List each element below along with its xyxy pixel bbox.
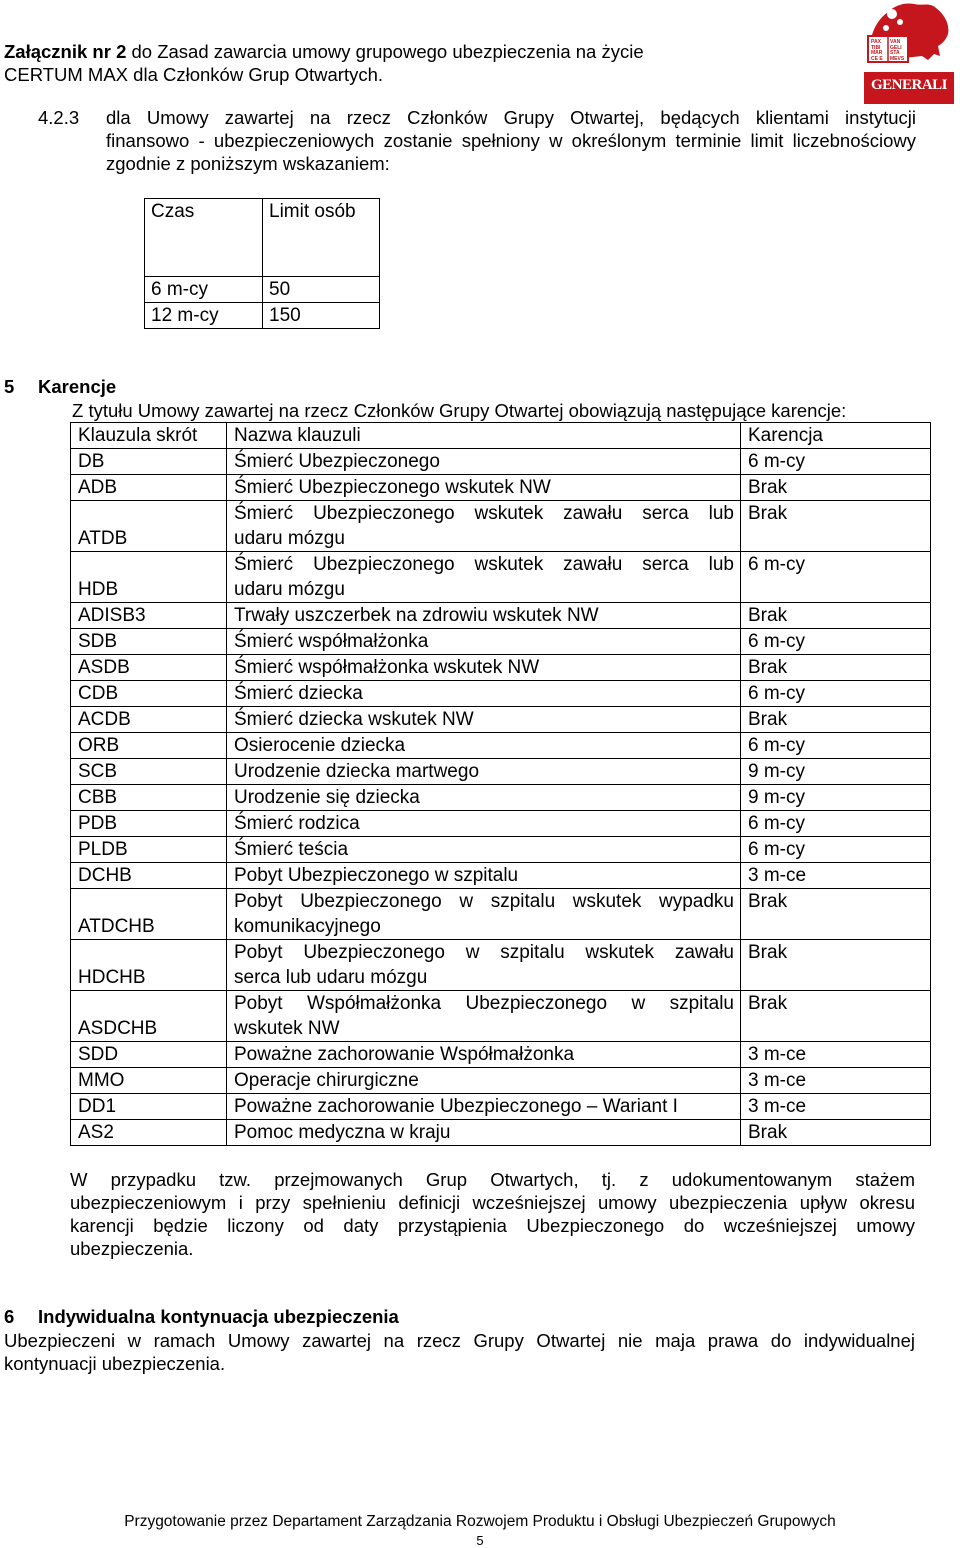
clause-name-cell: Osierocenie dziecka xyxy=(227,733,741,759)
table-row xyxy=(71,681,931,707)
karencja-cell: 6 m-cy xyxy=(741,733,931,759)
karencja-cell: Brak xyxy=(741,475,931,501)
note-line-1: W przypadku tzw. przejmowanych Grup Otwartych, tj. z udokumentowanym stażem xyxy=(70,1169,915,1190)
document-header xyxy=(4,40,644,86)
clause-code-cell: SCB xyxy=(71,759,227,785)
clause-name-cell xyxy=(227,889,741,940)
clause-code-cell: ASDCHB xyxy=(71,991,227,1042)
clause-name-cell xyxy=(227,991,741,1042)
section-423-number: 4.2.3 xyxy=(38,107,80,128)
clause-name-line-1: Śmierć Ubezpieczonego wskutek zawału serca lub xyxy=(234,554,734,575)
table-row xyxy=(71,1120,931,1146)
clause-code-cell: HDCHB xyxy=(71,940,227,991)
czas-cell: 12 m-cy xyxy=(145,303,263,329)
clause-code-cell: PDB xyxy=(71,811,227,837)
karencja-cell: Brak xyxy=(741,501,931,552)
clause-name-cell xyxy=(227,940,741,991)
karencja-cell: 6 m-cy xyxy=(741,629,931,655)
clause-name-cell: Śmierć współmałżonka wskutek NW xyxy=(227,655,741,681)
clause-name-cell: Urodzenie się dziecka xyxy=(227,785,741,811)
clause-name-line-1: Pobyt Ubezpieczonego w szpitalu wskutek wypadku xyxy=(234,891,734,912)
limit-cell: 150 xyxy=(263,303,380,329)
clause-code-cell: MMO xyxy=(71,1068,227,1094)
clause-name-line-2: udaru mózgu xyxy=(234,579,345,600)
table-row xyxy=(145,303,380,329)
section-6-line-2: kontynuacji ubezpieczenia. xyxy=(4,1353,226,1374)
karencja-cell: Brak xyxy=(741,655,931,681)
table-row xyxy=(71,863,931,889)
clause-name-line-2: serca lub udaru mózgu xyxy=(234,967,428,988)
header-line-2: CERTUM MAX dla Członków Grup Otwartych. xyxy=(4,64,384,85)
section-423-line-2: finansowo - ubezpieczeniowych zostanie spełniony w określonym terminie limit liczebnościowy xyxy=(106,130,916,151)
karencja-cell: 9 m-cy xyxy=(741,785,931,811)
karencja-cell: Brak xyxy=(741,603,931,629)
karencja-cell: 6 m-cy xyxy=(741,552,931,603)
clause-name-cell: Śmierć Ubezpieczonego xyxy=(227,449,741,475)
czas-cell: 6 m-cy xyxy=(145,277,263,303)
karencja-cell: Brak xyxy=(741,991,931,1042)
table-row xyxy=(71,733,931,759)
book-left-text: PAX TIBI MAR CE E xyxy=(871,39,883,62)
clause-name-cell: Śmierć Ubezpieczonego wskutek NW xyxy=(227,475,741,501)
clause-code-cell: ATDB xyxy=(71,501,227,552)
clause-code-cell: HDB xyxy=(71,552,227,603)
limit-table xyxy=(144,198,380,329)
header-line-1: Załącznik nr 2 do Zasad zawarcia umowy grupowego ubezpieczenia na życie xyxy=(4,41,644,62)
clause-name-line-2: komunikacyjnego xyxy=(234,916,381,937)
karencja-cell: Brak xyxy=(741,889,931,940)
limit-cell: 50 xyxy=(263,277,380,303)
attachment-label: Załącznik nr 2 xyxy=(4,41,127,62)
clause-code-cell: CDB xyxy=(71,681,227,707)
clause-name-cell xyxy=(227,501,741,552)
clause-name-cell: Śmierć dziecka xyxy=(227,681,741,707)
clause-code-cell: DD1 xyxy=(71,1094,227,1120)
section-6-number: 6 xyxy=(4,1306,15,1327)
table-row xyxy=(71,475,931,501)
clause-name-cell: Śmierć dziecka wskutek NW xyxy=(227,707,741,733)
karencja-cell: 3 m-ce xyxy=(741,1094,931,1120)
section-6-line-1: Ubezpieczeni w ramach Umowy zawartej na rzecz Grupy Otwartej nie maja prawa do indywidualnej xyxy=(4,1330,915,1351)
header-name: Nazwa klauzuli xyxy=(227,423,741,449)
table-row xyxy=(71,501,931,552)
clause-code-cell: ASDB xyxy=(71,655,227,681)
karencja-cell: 3 m-ce xyxy=(741,863,931,889)
section-423-line-3: zgodnie z poniższym wskazaniem: xyxy=(106,153,390,174)
note-line-4: ubezpieczenia. xyxy=(70,1238,194,1259)
clause-code-cell: ACDB xyxy=(71,707,227,733)
karencja-cell: Brak xyxy=(741,1120,931,1146)
table-row xyxy=(71,1068,931,1094)
page-number: 5 xyxy=(476,1533,484,1548)
section-5-intro: Z tytułu Umowy zawartej na rzecz Członków Grupy Otwartej obowiązują następujące karencje: xyxy=(72,400,847,421)
clause-name-cell: Pobyt Ubezpieczonego w szpitalu xyxy=(227,863,741,889)
note-line-3: karencji będzie liczony od daty przystąpienia Ubezpieczonego do wcześniejszej umowy xyxy=(70,1215,915,1236)
karencja-cell: Brak xyxy=(741,940,931,991)
table-row xyxy=(71,603,931,629)
table-row xyxy=(71,1042,931,1068)
table-row xyxy=(71,889,931,940)
section-5-number: 5 xyxy=(4,376,15,397)
clause-name-cell xyxy=(227,552,741,603)
clause-code-cell: ADISB3 xyxy=(71,603,227,629)
clause-code-cell: DB xyxy=(71,449,227,475)
clause-code-cell: DCHB xyxy=(71,863,227,889)
clause-name-cell: Śmierć współmałżonka xyxy=(227,629,741,655)
table-row xyxy=(71,785,931,811)
table-row xyxy=(71,707,931,733)
table-header-row xyxy=(71,423,931,449)
karencja-cell: 9 m-cy xyxy=(741,759,931,785)
karencja-cell: 3 m-ce xyxy=(741,1042,931,1068)
header-karencja: Karencja xyxy=(741,423,931,449)
clause-name-line-2: wskutek NW xyxy=(234,1018,340,1039)
clause-name-line-2: udaru mózgu xyxy=(234,528,345,549)
book-right-text: VAN GELI STA MEVS xyxy=(890,39,905,62)
section-6-title: Indywidualna kontynuacja ubezpieczenia xyxy=(38,1306,399,1327)
header-czas: Czas xyxy=(145,199,263,277)
clause-name-cell: Urodzenie dziecka martwego xyxy=(227,759,741,785)
generali-logo xyxy=(864,0,954,104)
clause-name-cell: Operacje chirurgiczne xyxy=(227,1068,741,1094)
table-row xyxy=(145,277,380,303)
table-row xyxy=(71,1094,931,1120)
table-row xyxy=(71,655,931,681)
clause-name-cell: Trwały uszczerbek na zdrowiu wskutek NW xyxy=(227,603,741,629)
header-code: Klauzula skrót xyxy=(71,423,227,449)
section-5-title: Karencje xyxy=(38,376,117,397)
clause-name-cell: Poważne zachorowanie Ubezpieczonego – Wariant I xyxy=(227,1094,741,1120)
table-row xyxy=(71,449,931,475)
header-limit: Limit osób xyxy=(263,199,380,277)
clause-name-line-1: Pobyt Ubezpieczonego w szpitalu wskutek zawału xyxy=(234,942,734,963)
clause-code-cell: ADB xyxy=(71,475,227,501)
clause-name-cell: Poważne zachorowanie Współmałżonka xyxy=(227,1042,741,1068)
generali-wordmark: GENERALI xyxy=(870,77,948,93)
clause-code-cell: ORB xyxy=(71,733,227,759)
table-row xyxy=(71,759,931,785)
clause-name-cell: Pomoc medyczna w kraju xyxy=(227,1120,741,1146)
note-line-2: ubezpieczeniowym i przy spełnieniu definicji wcześniejszej umowy ubezpieczenia upływ okresu xyxy=(70,1192,915,1213)
clause-name-cell: Śmierć teścia xyxy=(227,837,741,863)
table-header-row xyxy=(145,199,380,277)
clause-code-cell: PLDB xyxy=(71,837,227,863)
karencja-cell: 6 m-cy xyxy=(741,837,931,863)
table-row xyxy=(71,552,931,603)
karencja-cell: Brak xyxy=(741,707,931,733)
clause-name-line-1: Pobyt Współmałżonka Ubezpieczonego w szpitalu xyxy=(234,993,734,1014)
clause-code-cell: SDB xyxy=(71,629,227,655)
clause-code-cell: CBB xyxy=(71,785,227,811)
section-423-line-1: dla Umowy zawartej na rzecz Członków Grupy Otwartej, będących klientami instytucji xyxy=(106,107,916,128)
table-row xyxy=(71,991,931,1042)
karencja-cell: 3 m-ce xyxy=(741,1068,931,1094)
clause-name-line-1: Śmierć Ubezpieczonego wskutek zawału serca lub xyxy=(234,503,734,524)
karencja-cell: 6 m-cy xyxy=(741,449,931,475)
karencja-cell: 6 m-cy xyxy=(741,681,931,707)
footer-text: Przygotowanie przez Departament Zarządzania Rozwojem Produktu i Obsługi Ubezpieczeń Grupowych xyxy=(124,1513,836,1530)
clause-name-cell: Śmierć rodzica xyxy=(227,811,741,837)
table-row xyxy=(71,811,931,837)
clause-code-cell: AS2 xyxy=(71,1120,227,1146)
karencja-cell: 6 m-cy xyxy=(741,811,931,837)
table-row xyxy=(71,940,931,991)
karencje-table xyxy=(70,422,931,1146)
clause-code-cell: ATDCHB xyxy=(71,889,227,940)
clause-code-cell: SDD xyxy=(71,1042,227,1068)
table-row xyxy=(71,837,931,863)
table-row xyxy=(71,629,931,655)
